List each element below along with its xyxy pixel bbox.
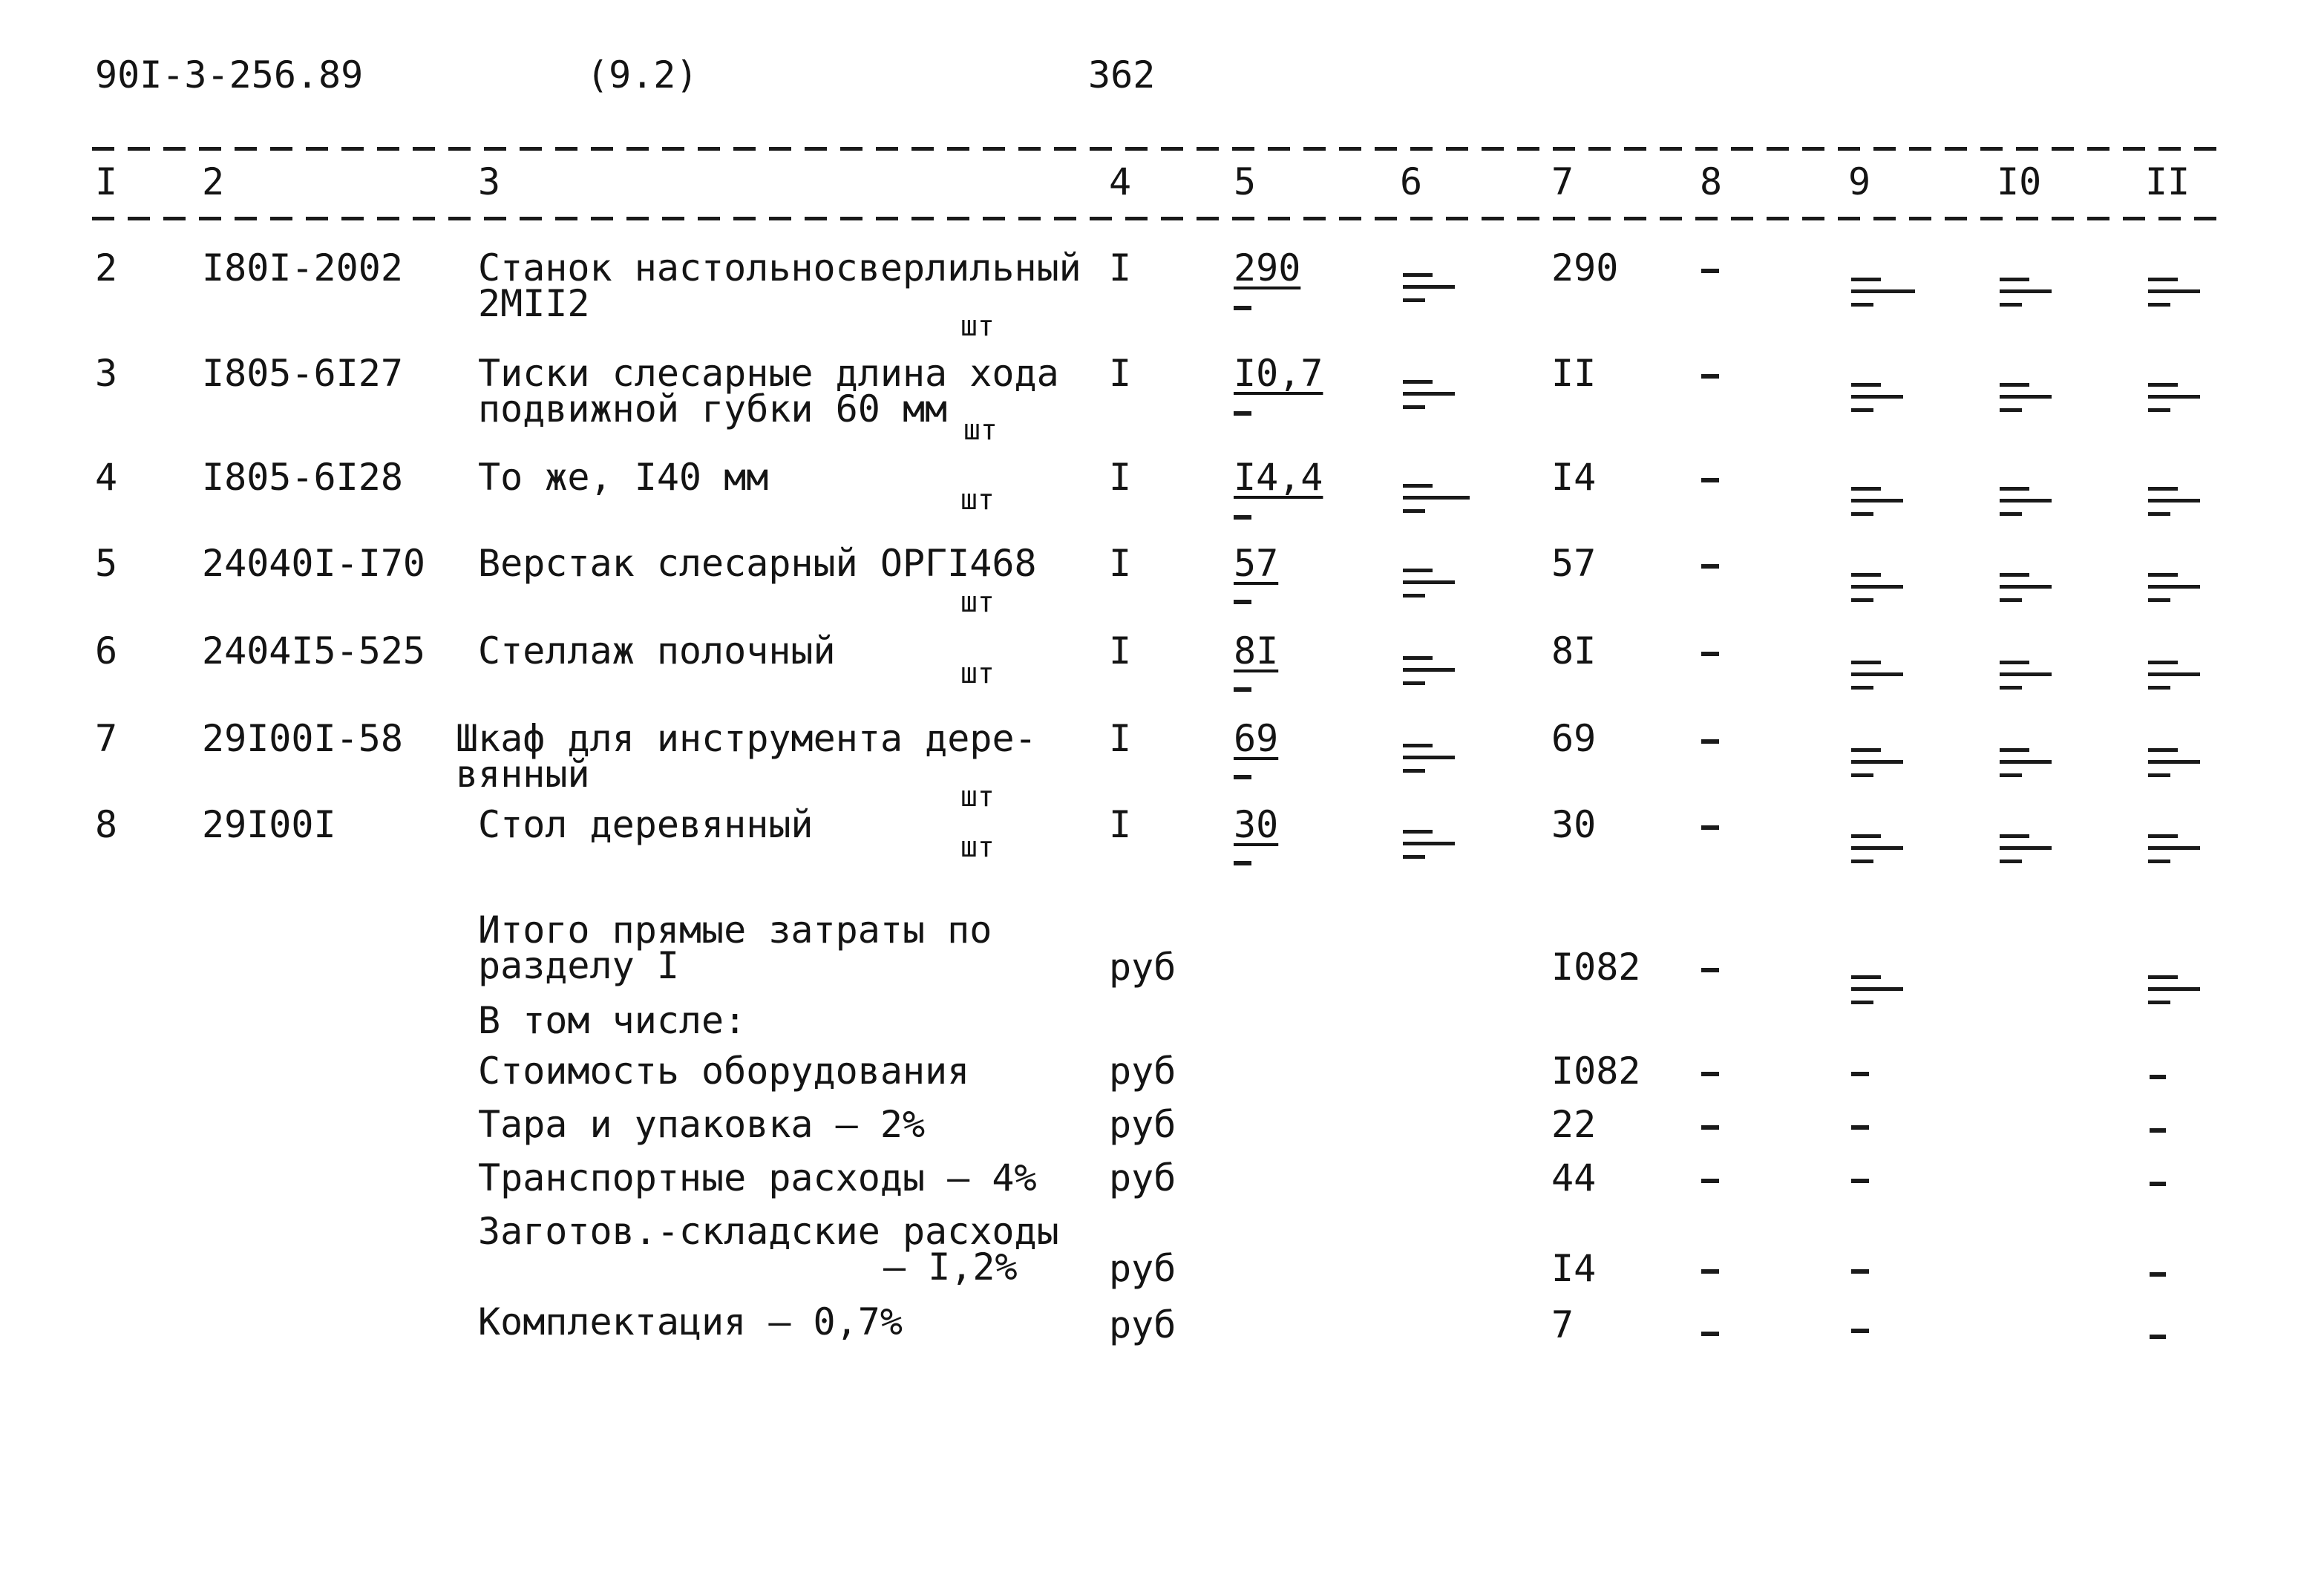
unit-price: 57	[1234, 542, 1279, 585]
warehouse-costs-label: Заготов.-складские расходы	[478, 1210, 1059, 1253]
ditto-mark	[2000, 655, 2052, 692]
unit-price: 290	[1234, 246, 1301, 289]
table-header-rule	[92, 217, 2230, 220]
column-header: 8	[1700, 160, 1723, 203]
item-description-line2: подвижной губки 60 мм	[478, 387, 948, 430]
dash-mark	[1701, 269, 1719, 273]
dash-mark	[1701, 652, 1719, 656]
quantity: I	[1109, 456, 1132, 499]
warehouse-costs-label-line2: – I,2%	[883, 1245, 1018, 1289]
row-number: 8	[95, 803, 118, 846]
unit-label: шт	[960, 831, 995, 863]
ditto-mark	[1403, 563, 1455, 600]
ditto-mark	[1403, 478, 1455, 515]
ditto-mark	[1403, 650, 1455, 687]
total-cost: II	[1551, 352, 1597, 395]
unit-label: руб	[1109, 1247, 1176, 1290]
dash-mark	[1701, 968, 1719, 972]
row-number: 5	[95, 542, 118, 585]
page-number: 362	[1088, 53, 1156, 96]
ditto-mark	[1851, 828, 1903, 865]
ditto-mark	[1403, 267, 1455, 304]
ditto-mark	[2148, 969, 2200, 1006]
dash-mark	[2150, 1272, 2166, 1277]
item-description: То же, I40 мм	[478, 456, 769, 499]
dash-mark	[1851, 1329, 1869, 1333]
doc-code: 90I-3-256.89	[95, 53, 364, 96]
column-header: I	[95, 160, 118, 203]
ditto-mark	[1851, 742, 1903, 779]
dash-mark	[1851, 1072, 1869, 1076]
price-code: I805-6I27	[202, 352, 403, 395]
section-number: (9.2)	[586, 53, 698, 96]
dash-mark	[1851, 1179, 1869, 1183]
item-description-line2: 2МII2	[478, 282, 590, 325]
dash-mark	[1234, 775, 1251, 779]
item-description: Верстак слесарный ОРГI468	[478, 542, 1037, 585]
dash-mark	[1701, 1179, 1719, 1183]
price-code: 29I00I	[202, 803, 336, 846]
unit-label: руб	[1109, 1303, 1176, 1346]
dash-mark	[1234, 306, 1251, 310]
unit-label: руб	[1109, 1156, 1176, 1199]
dash-mark	[1234, 861, 1251, 865]
ditto-mark	[2000, 272, 2052, 309]
unit-label: шт	[963, 413, 998, 446]
row-number: 7	[95, 717, 118, 760]
dash-mark	[1701, 478, 1719, 482]
table-top-rule	[92, 147, 2230, 151]
total-cost: I4	[1551, 1247, 1597, 1290]
dash-mark	[1701, 1125, 1719, 1130]
total-cost: I082	[1551, 1050, 1641, 1093]
total-cost: I4	[1551, 456, 1597, 499]
quantity: I	[1109, 352, 1132, 395]
unit-label: руб	[1109, 1050, 1176, 1093]
price-code: 29I00I-58	[202, 717, 403, 760]
price-code: I805-6I28	[202, 456, 403, 499]
dash-mark	[2150, 1335, 2166, 1339]
dash-mark	[1234, 600, 1251, 604]
ditto-mark	[2148, 481, 2200, 518]
quantity: I	[1109, 246, 1132, 289]
direct-costs-label-line2: разделу I	[478, 944, 679, 987]
price-code: 2404I5-525	[202, 629, 426, 672]
price-code: 24040I-I70	[202, 542, 426, 585]
item-description-line2: вянный	[456, 753, 590, 796]
including-label: В том числе:	[478, 999, 747, 1042]
completion-label: Комплектация – 0,7%	[478, 1300, 903, 1343]
column-header: 4	[1109, 160, 1132, 203]
ditto-mark	[1851, 272, 1903, 309]
ditto-mark	[2148, 655, 2200, 692]
unit-price: 69	[1234, 717, 1279, 760]
dash-mark	[2150, 1128, 2166, 1133]
row-number: 3	[95, 352, 118, 395]
column-header: 7	[1551, 160, 1574, 203]
ditto-mark	[2000, 481, 2052, 518]
column-header: 9	[1848, 160, 1871, 203]
ditto-mark	[1851, 655, 1903, 692]
column-header: 6	[1400, 160, 1423, 203]
ditto-mark	[1851, 481, 1903, 518]
ditto-mark	[2148, 828, 2200, 865]
column-header: II	[2145, 160, 2190, 203]
direct-costs-label: Итого прямые затраты по	[478, 909, 992, 952]
item-description: Станок настольносверлильный	[478, 246, 1081, 289]
quantity: I	[1109, 629, 1132, 672]
unit-label: шт	[960, 483, 995, 516]
unit-label: руб	[1109, 1103, 1176, 1146]
dash-mark	[1701, 739, 1719, 744]
dash-mark	[1851, 1125, 1869, 1130]
row-number: 4	[95, 456, 118, 499]
dash-mark	[1701, 1072, 1719, 1076]
item-description: Шкаф для инструмента дере-	[456, 717, 1037, 760]
unit-label: шт	[960, 780, 995, 813]
price-code: I80I-2002	[202, 246, 403, 289]
ditto-mark	[2148, 742, 2200, 779]
ditto-mark	[1851, 567, 1903, 604]
column-header: I0	[1997, 160, 2042, 203]
quantity: I	[1109, 717, 1132, 760]
total-cost: 8I	[1551, 629, 1597, 672]
ditto-mark	[2148, 377, 2200, 414]
quantity: I	[1109, 803, 1132, 846]
total-cost: 290	[1551, 246, 1619, 289]
unit-label: руб	[1109, 946, 1176, 989]
column-header: 5	[1234, 160, 1257, 203]
total-cost: 69	[1551, 717, 1597, 760]
dash-mark	[1234, 515, 1251, 520]
unit-price: 8I	[1234, 629, 1279, 672]
ditto-mark	[2000, 742, 2052, 779]
ditto-mark	[2148, 272, 2200, 309]
column-header: 2	[202, 160, 225, 203]
ditto-mark	[2000, 377, 2052, 414]
ditto-mark	[1403, 374, 1455, 411]
ditto-mark	[1403, 824, 1455, 861]
dash-mark	[1701, 564, 1719, 569]
equipment-cost-label: Стоимость оборудования	[478, 1050, 970, 1093]
dash-mark	[1234, 411, 1251, 416]
item-description: Тиски слесарные длина хода	[478, 352, 1059, 395]
ditto-mark	[2148, 567, 2200, 604]
total-cost: 57	[1551, 542, 1597, 585]
total-cost: 22	[1551, 1103, 1597, 1146]
total-cost: 30	[1551, 803, 1597, 846]
dash-mark	[2150, 1075, 2166, 1079]
total-cost: 44	[1551, 1156, 1597, 1199]
ditto-mark	[1851, 377, 1903, 414]
unit-label: шт	[960, 586, 995, 618]
row-number: 6	[95, 629, 118, 672]
item-description: Стол деревянный	[478, 803, 814, 846]
dash-mark	[2150, 1182, 2166, 1186]
dash-mark	[1851, 1269, 1869, 1274]
transport-label: Транспортные расходы – 4%	[478, 1156, 1037, 1199]
unit-label: шт	[960, 657, 995, 690]
row-number: 2	[95, 246, 118, 289]
unit-price: I4,4	[1234, 456, 1323, 499]
total-cost: 7	[1551, 1303, 1574, 1346]
dash-mark	[1701, 374, 1719, 379]
dash-mark	[1701, 1332, 1719, 1336]
ditto-mark	[1403, 738, 1455, 775]
unit-price: I0,7	[1234, 352, 1323, 395]
packaging-label: Тара и упаковка – 2%	[478, 1103, 926, 1146]
unit-price: 30	[1234, 803, 1279, 846]
ditto-mark	[2000, 567, 2052, 604]
ditto-mark	[2000, 828, 2052, 865]
dash-mark	[1701, 1269, 1719, 1274]
item-description: Стеллаж полочный	[478, 629, 836, 672]
dash-mark	[1234, 687, 1251, 692]
quantity: I	[1109, 542, 1132, 585]
dash-mark	[1701, 825, 1719, 830]
total-cost: I082	[1551, 946, 1641, 989]
column-header: 3	[478, 160, 501, 203]
unit-label: шт	[960, 310, 995, 342]
ditto-mark	[1851, 969, 1903, 1006]
